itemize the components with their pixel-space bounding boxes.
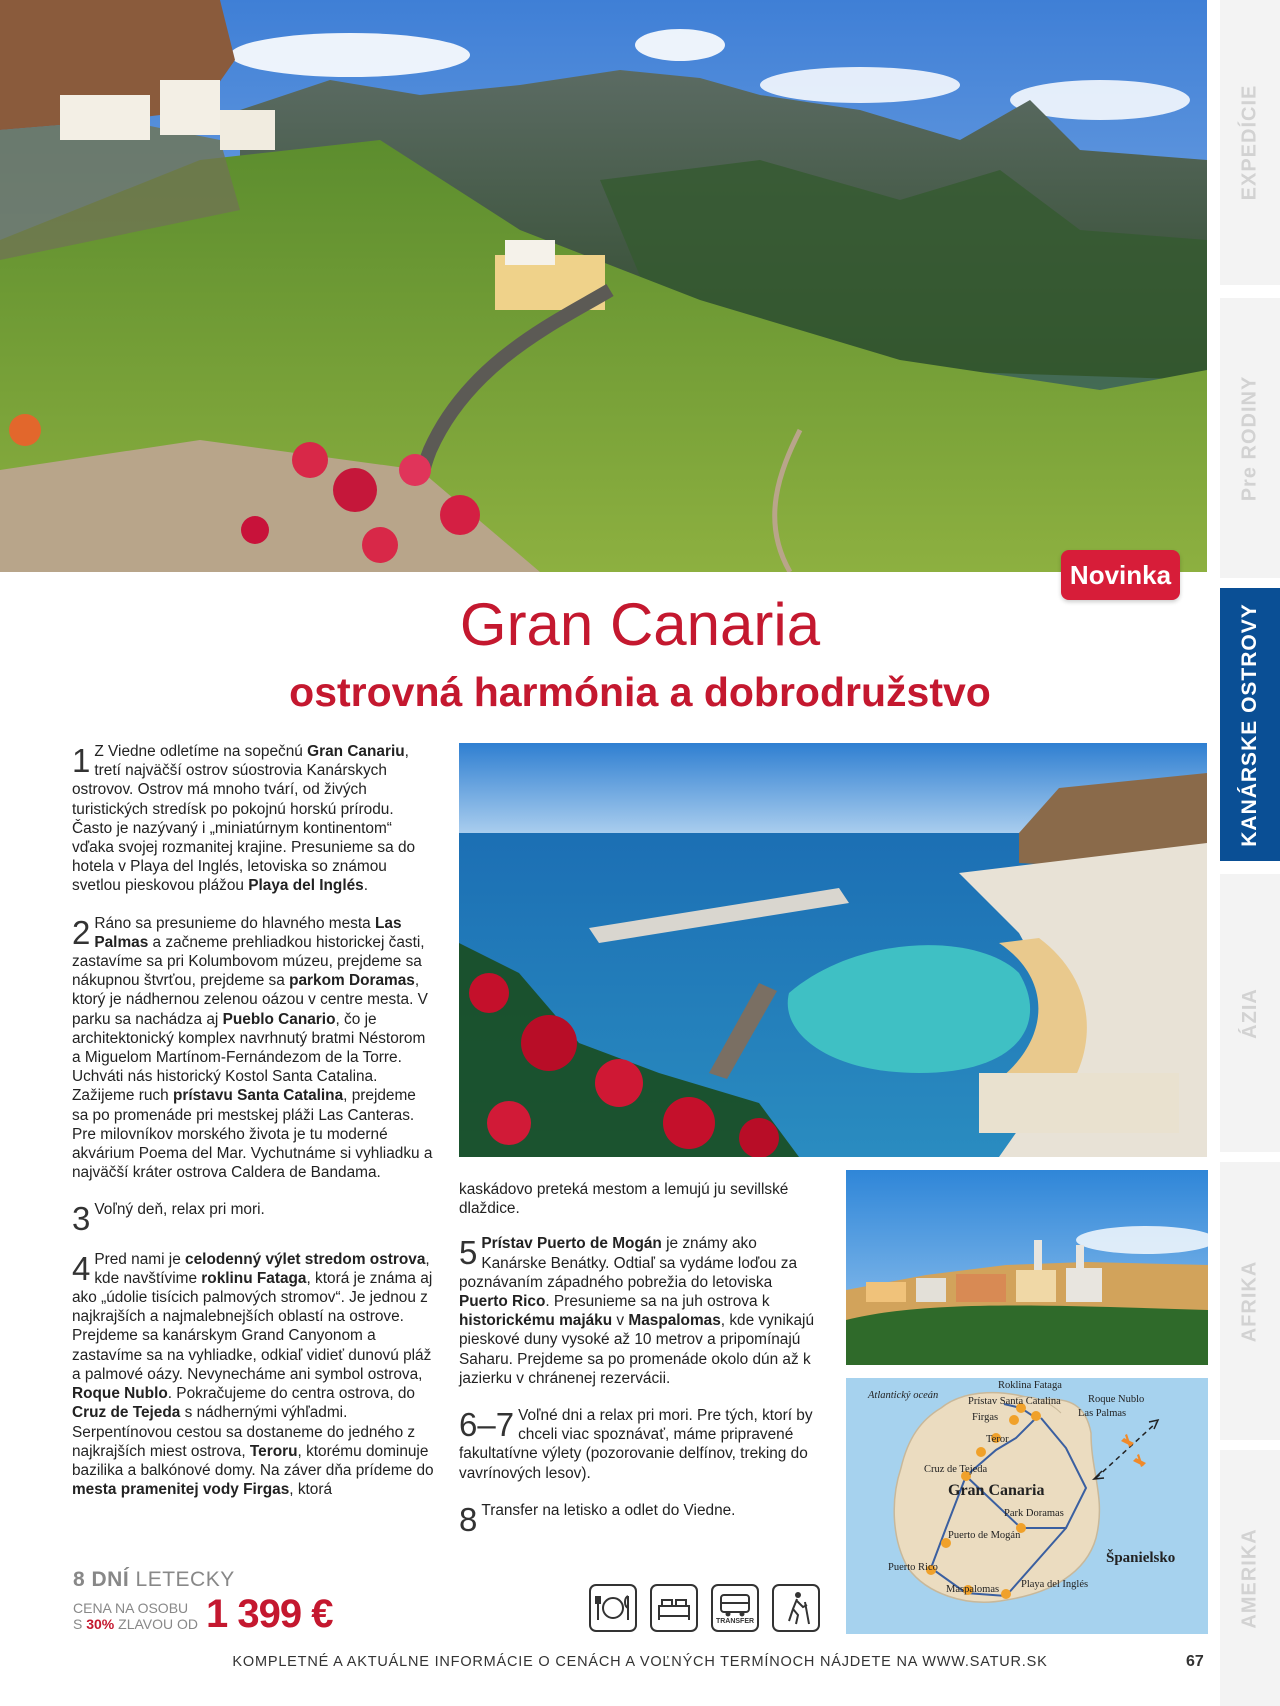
day-number: 3 (72, 1200, 91, 1238)
itinerary-day-5 (459, 1234, 819, 1388)
hiking-icon (772, 1584, 820, 1632)
price-label-line2 (73, 1616, 198, 1632)
page-title: Gran Canaria (459, 591, 821, 658)
map-label-pristav-santa-catalina: Prístav Santa Catalina (968, 1396, 1061, 1407)
town-illustration (846, 1170, 1208, 1365)
map-label-roque-nublo: Roque Nublo (1088, 1394, 1145, 1405)
map-label-roklina-fataga: Roklina Fataga (998, 1380, 1062, 1391)
side-tab-azia[interactable]: ÁZIA (1220, 874, 1280, 1152)
discount-percent: 30% (86, 1616, 115, 1632)
day-text: Voľné dni a relax pri mori. Pre tých, ktorí by chceli viac spoznávať, máme pripravené fakultatívne výlety (pozorovanie delfínov, treking do vavrínových lesov). (459, 1407, 813, 1482)
hero-photo (0, 0, 1207, 572)
map-label-teror: Teror (986, 1434, 1009, 1445)
map-label-puerto-rico: Puerto Rico (888, 1562, 938, 1573)
trip-duration (73, 1568, 235, 1592)
map-label-puerto-de-mogan: Puerto de Mogán (948, 1530, 1021, 1541)
price-label-line1: CENA NA OSOBU (73, 1600, 189, 1616)
island-map (846, 1378, 1208, 1634)
day-text: Z Viedne odletíme na sopečnú Gran Canariu, tretí najväčší ostrov súostrovia Kanárskych ostrovov. Ostrov má mnoho tvárí, od živých turistických stredísk po pokojnú horskú prírodu. Často je nazývaný i „miniatúrnym kontinentom“ vďaka svojej rozmanitej krajine. Presunieme sa do hotela v Playa del Inglés, letoviska so známou svetlou pieskovou plážou Playa del Inglés. (72, 743, 416, 895)
map-label-las-palmas: Las Palmas (1078, 1408, 1127, 1419)
duration-days: 8 DNÍ (73, 1568, 130, 1591)
day-number: 6–7 (459, 1406, 515, 1444)
transfer-bus-icon (711, 1584, 759, 1632)
map-label-maspalomas: Maspalomas (946, 1584, 1000, 1595)
day-text: Transfer na letisko a odlet do Viedne. (481, 1501, 736, 1519)
itinerary-day-4 (72, 1250, 436, 1500)
page-number: 67 (1186, 1653, 1204, 1670)
itinerary-day-1 (72, 742, 436, 896)
itinerary-day-3 (72, 1200, 436, 1238)
itinerary-column-left (72, 742, 436, 1499)
price-value: 1 399 € (206, 1592, 333, 1636)
map-ocean-label: Atlantický oceán (868, 1390, 939, 1401)
day-4-continuation: kaskádovo preteká mestom a lemujú ju sevillské dlaždice. (459, 1181, 789, 1218)
meals-icon (589, 1584, 637, 1632)
map-country-label: Španielsko (1106, 1550, 1176, 1566)
day-text: Pred nami je celodenný výlet stredom ostrova, kde navštívime roklinu Fataga, ktorá je známa aj ako „údolie tisícich palmových stromov“. Je jednou z najkrajších a najmalebnejších oblastí na ostrove. Prejdeme sa kanárskym Grand Canyonom a zastavíme sa na vyhliadke, odkiaľ vidieť dunovú pláž a palmové oázy. Nevynecháme ani symbol ostrova, Roque Nublo. Pokračujeme do centra ostrova, do Cruz de Tejeda s nádhernými výhľadmi. Serpentínovou cestou sa dostaneme do jedného z najkrajších miest ostrova, Teroru, ktorému dominuje bazilika a balkónové domy. Na záver dňa prídeme do mesta pramenitej vody Firgas, ktorá (72, 1250, 434, 1499)
map-label-playa-del-ingles: Playa del Inglés (1021, 1579, 1089, 1590)
harbor-photo (459, 743, 1207, 1157)
side-tab-pre-rodiny[interactable]: Pre RODINY (1220, 298, 1280, 578)
day-number: 4 (72, 1249, 91, 1287)
itinerary-day-6-7 (459, 1406, 819, 1483)
day-number: 5 (459, 1234, 478, 1272)
town-photo (846, 1170, 1208, 1365)
map-label-park-doramas: Park Doramas (1004, 1508, 1064, 1519)
day-number: 8 (459, 1500, 478, 1538)
itinerary-day-2 (72, 914, 436, 1183)
duration-transport: LETECKY (129, 1568, 235, 1591)
price-label-suffix: ZLAVOU OD (114, 1616, 199, 1632)
day-text: Voľný deň, relax pri mori. (94, 1201, 265, 1219)
day-number: 2 (72, 913, 91, 951)
itinerary-day-8 (459, 1500, 819, 1538)
harbor-illustration (459, 743, 1207, 1157)
bed-icon (650, 1584, 698, 1632)
map-shape (846, 1378, 1208, 1634)
map-label-firgas: Firgas (972, 1412, 999, 1423)
itinerary-column-middle (459, 1180, 819, 1537)
side-tab-expedicie[interactable]: EXPEDÍCIE (1220, 0, 1280, 285)
side-tab-amerika[interactable]: AMERIKA (1220, 1450, 1280, 1706)
price-label (73, 1600, 198, 1632)
novinka-badge: Novinka (1061, 550, 1180, 600)
footer-info: KOMPLETNÉ A AKTUÁLNE INFORMÁCIE O CENÁCH A VOĽNÝCH TERMÍNOCH NÁJDETE NA WWW.SATUR.SK (232, 1654, 1048, 1670)
page-subtitle: ostrovná harmónia a dobrodružstvo (289, 669, 991, 715)
day-text: Ráno sa presunieme do hlavného mesta Las Palmas a začneme prehliadkou historickej časti, zastavíme sa pri Kolumbovom múzeu, prejdeme sa nákupnou štvrťou, prejdeme sa parkom Doramas, ktorý je nádhernou zelenou oázou v centre mesta. V parku sa nachádza aj Pueblo Canario, čo je architektonický komplex navrhnutý bratmi Néstorom a Miguelom Martínom-Fernándezom de la Torre. Uchváti nás historický Kostol Santa Catalina. Zažijeme ruch prístavu Santa Catalina, prejdeme sa po promenáde pri mestskej pláži Las Canteras. Pre milovníkov morského života je tu moderné akvárium Poema del Mar. Vychutnáme si vyhliadku a najväčší kráter ostrova Caldera de Bandama. (72, 914, 433, 1182)
price-label-prefix: S (73, 1616, 87, 1632)
map-label-cruz-de-tejeda: Cruz de Tejeda (924, 1464, 988, 1475)
hero-landscape-illustration (0, 0, 1207, 572)
side-tab-kanarske-ostrovy[interactable]: KANÁRSKE OSTROVY (1220, 588, 1280, 861)
map-island-name: Gran Canaria (948, 1482, 1045, 1499)
day-text: Prístav Puerto de Mogán je známy ako Kanárske Benátky. Odtiaľ sa vydáme loďou za poznávaním západného pobrežia do letoviska Puerto Rico. Presunieme sa na juh ostrova k historickému majáku v Maspalomas, kde vynikajú pieskové duny vysoké až 10 metrov a pripomínajú Saharu. Prejdeme sa po promenáde okolo dún až k jazierku v chránenej rezervácii. (459, 1235, 815, 1387)
day-number: 1 (72, 742, 91, 779)
side-tab-afrika[interactable]: AFRIKA (1220, 1162, 1280, 1440)
transfer-icon-label: TRANSFER (715, 1617, 755, 1625)
